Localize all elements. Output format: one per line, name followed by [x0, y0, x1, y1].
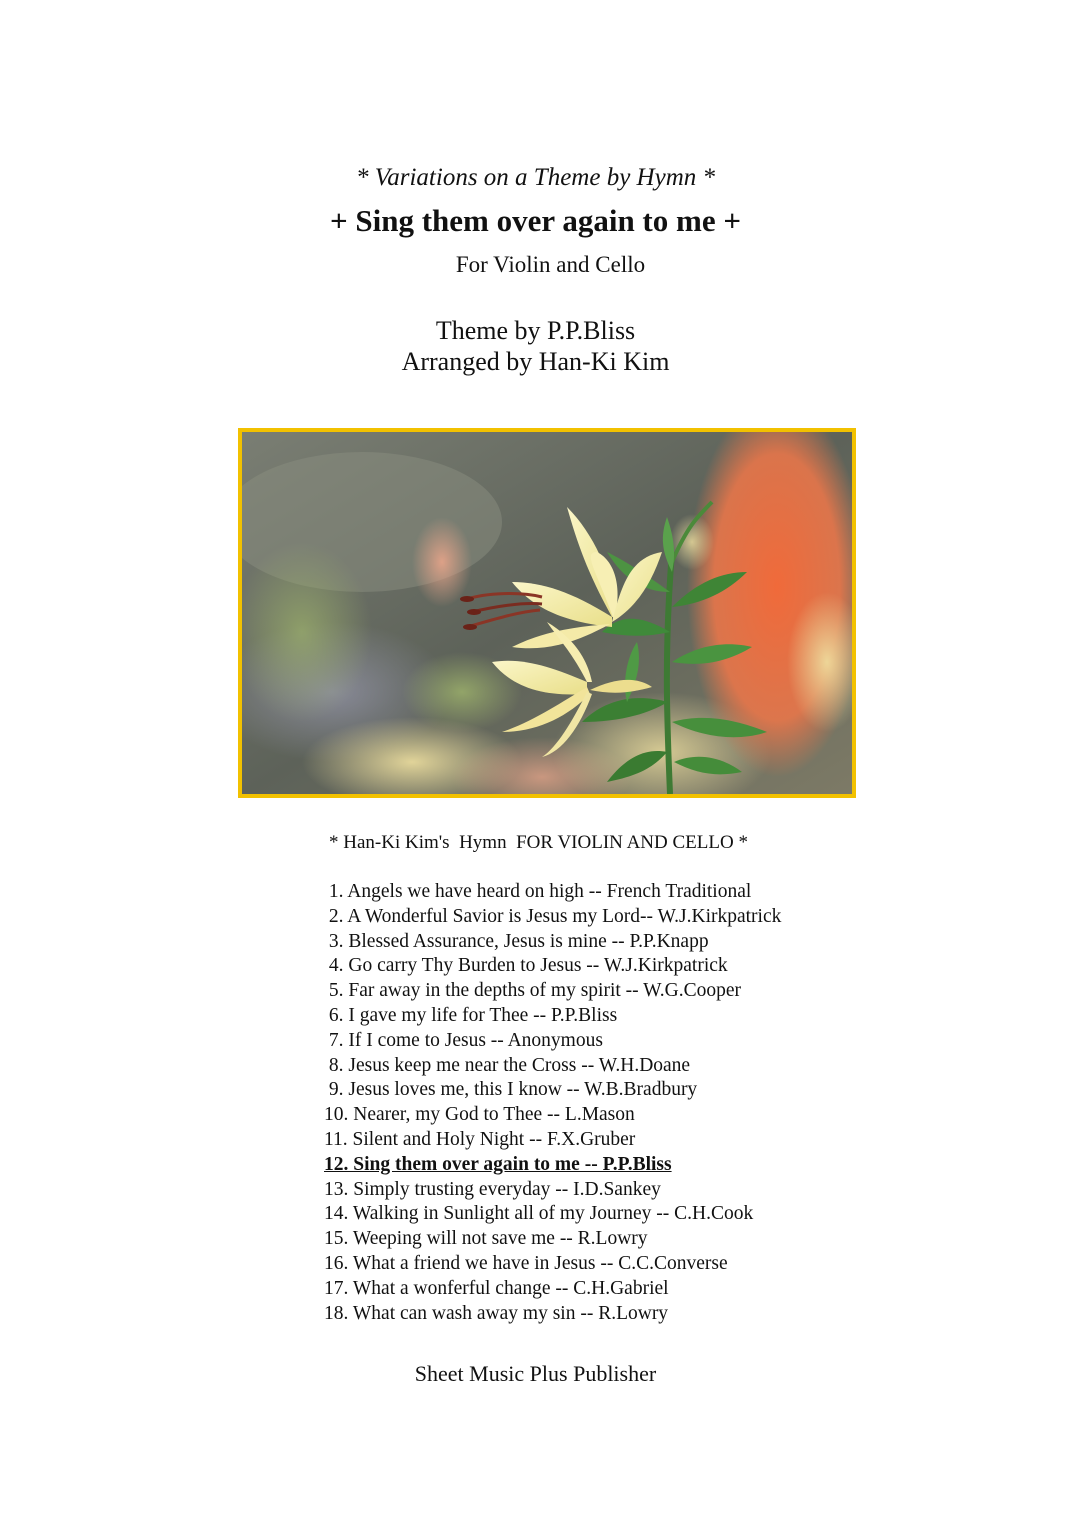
hymn-item: 15. Weeping will not save me -- R.Lowry — [324, 1228, 648, 1250]
cover-photo-lily — [238, 428, 856, 798]
hymn-item: 18. What can wash away my sin -- R.Lowry — [324, 1302, 669, 1324]
instrumentation: For Violin and Cello — [455, 252, 646, 277]
hymn-item: 1. Angels we have heard on high -- French Traditional — [324, 881, 752, 902]
hymn-item: 14. Walking in Sunlight all of my Journey -- C.H.Cook — [324, 1203, 754, 1225]
page-title: + Sing them over again to me + — [329, 203, 742, 238]
hymn-item: 3. Blessed Assurance, Jesus is mine -- P.P.Knapp — [324, 930, 709, 952]
arranger-credit: Arranged by Han-Ki Kim — [401, 347, 670, 376]
hymn-item: 16. What a friend we have in Jesus -- C.C.Converse — [324, 1252, 728, 1274]
hymn-item: 5. Far away in the depths of my spirit -- W.G.Cooper — [324, 980, 742, 1002]
hymn-item: 9. Jesus loves me, this I know -- W.B.Bradbury — [324, 1079, 698, 1101]
hymn-item: 8. Jesus keep me near the Cross -- W.H.Doane — [324, 1054, 691, 1076]
hymn-list — [324, 880, 781, 1326]
collection-heading: * Han-Ki Kim's Hymn FOR VIOLIN AND CELLO * — [329, 832, 748, 853]
page-subtitle: * Variations on a Theme by Hymn * — [356, 164, 715, 191]
publisher-credit: Sheet Music Plus Publisher — [414, 1361, 657, 1386]
theme-credit: Theme by P.P.Bliss — [435, 316, 636, 345]
hymn-item-current: 12. Sing them over again to me -- P.P.Bliss — [324, 1153, 672, 1175]
hymn-item: 4. Go carry Thy Burden to Jesus -- W.J.Kirkpatrick — [324, 955, 728, 977]
hymn-item: 10. Nearer, my God to Thee -- L.Mason — [324, 1104, 635, 1126]
hymn-item: 17. What a wonferful change -- C.H.Gabriel — [324, 1277, 669, 1299]
hymn-item: 11. Silent and Holy Night -- F.X.Gruber — [324, 1128, 636, 1150]
lily-illustration — [242, 432, 852, 794]
hymn-item: 7. If I come to Jesus -- Anonymous — [324, 1029, 603, 1051]
hymn-item: 6. I gave my life for Thee -- P.P.Bliss — [324, 1004, 618, 1026]
hymn-item: 13. Simply trusting everyday -- I.D.Sankey — [324, 1178, 661, 1200]
hymn-item: 2. A Wonderful Savior is Jesus my Lord-- W.J.Kirkpatrick — [324, 905, 782, 927]
